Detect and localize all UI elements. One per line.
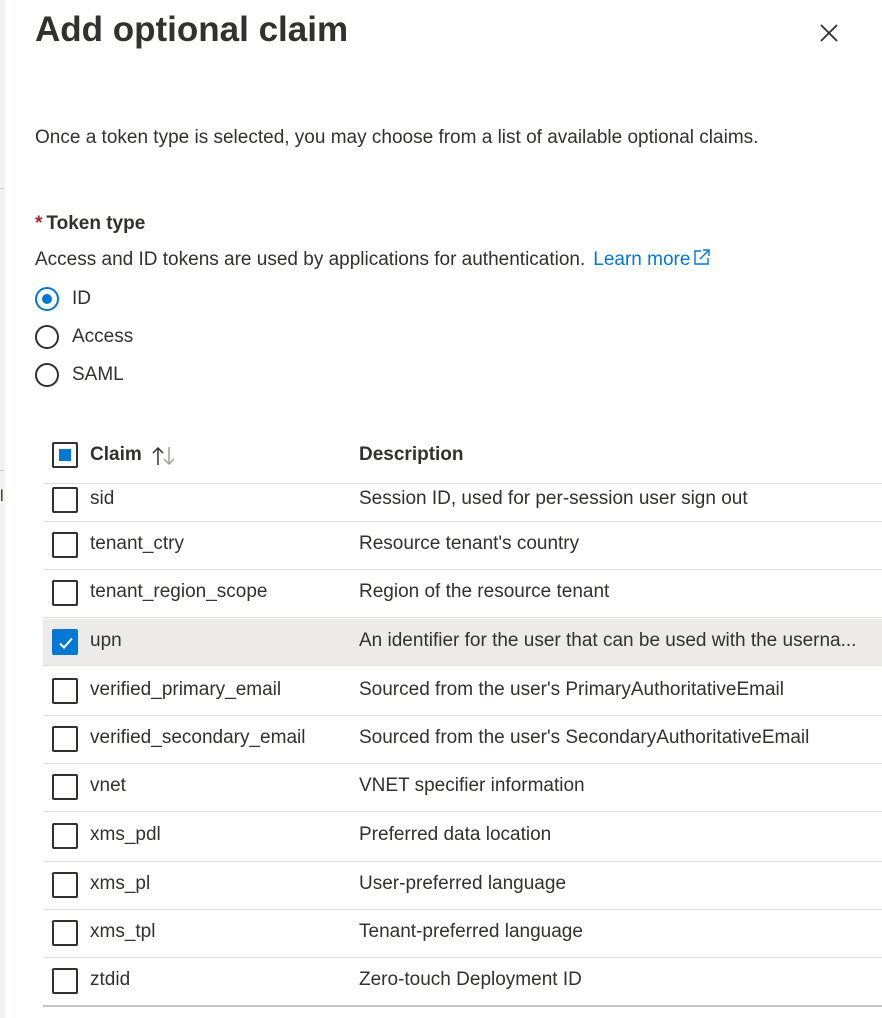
- radio-label: ID: [72, 288, 91, 309]
- claims-table-header: [43, 425, 882, 484]
- radio-option-access[interactable]: [35, 322, 133, 352]
- claim-description: Session ID, used for per-session user sign out: [359, 488, 748, 509]
- token-type-help-text: Access and ID tokens are used by applications for authentication.: [35, 249, 586, 270]
- row-checkbox[interactable]: [52, 580, 78, 606]
- panel-title: Add optional claim: [35, 10, 349, 49]
- description-column-header: Description: [359, 444, 464, 465]
- table-row[interactable]: [43, 909, 882, 958]
- token-type-help: [35, 247, 712, 273]
- claim-name: tenant_region_scope: [90, 581, 268, 602]
- claim-name: xms_pdl: [90, 824, 161, 845]
- radio-label: Access: [72, 326, 134, 347]
- claim-description: Zero-touch Deployment ID: [359, 969, 582, 990]
- table-row[interactable]: [43, 521, 882, 570]
- table-row[interactable]: [43, 763, 882, 812]
- claim-name: verified_secondary_email: [90, 727, 306, 748]
- radio-button[interactable]: [35, 287, 59, 311]
- table-row[interactable]: [43, 569, 882, 618]
- radio-option-saml[interactable]: [35, 360, 124, 390]
- required-marker: *: [35, 213, 43, 234]
- background-divider: [0, 470, 4, 471]
- radio-button[interactable]: [35, 325, 59, 349]
- table-row[interactable]: [43, 861, 882, 910]
- intro-text: Once a token type is selected, you may choose from a list of available optional claims.: [35, 127, 759, 148]
- claim-name: xms_pl: [90, 873, 151, 894]
- close-icon: [812, 16, 846, 50]
- claim-description: Resource tenant's country: [359, 533, 580, 554]
- row-checkbox[interactable]: [52, 487, 78, 513]
- close-button[interactable]: [812, 16, 846, 50]
- table-row[interactable]: [43, 811, 882, 862]
- claim-description: An identifier for the user that can be used with the userna...: [359, 630, 857, 651]
- row-checkbox[interactable]: [52, 678, 78, 704]
- table-row[interactable]: [43, 667, 882, 716]
- background-panel-edge: [0, 0, 5, 1018]
- radio-button[interactable]: [35, 363, 59, 387]
- claim-description: Tenant-preferred language: [359, 921, 583, 942]
- claims-table: [43, 425, 882, 990]
- claim-name: upn: [90, 630, 122, 651]
- checkmark-icon: [57, 634, 75, 652]
- row-checkbox[interactable]: [52, 774, 78, 800]
- claim-name: verified_primary_email: [90, 679, 282, 700]
- claim-name: ztdid: [90, 969, 131, 990]
- table-row[interactable]: [43, 619, 882, 666]
- claim-description: VNET specifier information: [359, 775, 585, 796]
- table-row[interactable]: [43, 957, 882, 1006]
- row-checkbox[interactable]: [52, 726, 78, 752]
- claim-description: Sourced from the user's PrimaryAuthoritativeEmail: [359, 679, 784, 700]
- token-type-label: [35, 211, 145, 237]
- token-type-label-text: Token type: [46, 213, 146, 234]
- claim-description: Preferred data location: [359, 824, 552, 845]
- external-link-icon: [692, 247, 712, 267]
- background-text-fragment: l: [0, 488, 4, 505]
- learn-more-label: Learn more: [593, 249, 691, 270]
- row-checkbox[interactable]: [52, 532, 78, 558]
- claim-name: tenant_ctry: [90, 533, 184, 554]
- table-row[interactable]: [43, 715, 882, 764]
- claim-name: sid: [90, 488, 115, 509]
- table-bottom-border: [43, 1005, 882, 1007]
- sort-arrows-icon[interactable]: [151, 445, 177, 467]
- radio-option-id[interactable]: [35, 284, 91, 314]
- table-row[interactable]: [43, 483, 882, 522]
- learn-more-link[interactable]: [593, 249, 712, 270]
- claim-description: Region of the resource tenant: [359, 581, 610, 602]
- row-checkbox[interactable]: [52, 629, 78, 655]
- select-all-checkbox[interactable]: [52, 442, 78, 468]
- claim-description: Sourced from the user's SecondaryAuthoritativeEmail: [359, 727, 810, 748]
- background-divider: [0, 188, 4, 189]
- claim-name: xms_tpl: [90, 921, 156, 942]
- row-checkbox[interactable]: [52, 968, 78, 994]
- claim-description: User-preferred language: [359, 873, 567, 894]
- radio-label: SAML: [72, 364, 124, 385]
- row-checkbox[interactable]: [52, 872, 78, 898]
- row-checkbox[interactable]: [52, 920, 78, 946]
- row-checkbox[interactable]: [52, 823, 78, 849]
- claim-name: vnet: [90, 775, 126, 796]
- claim-column-header[interactable]: Claim: [90, 444, 142, 465]
